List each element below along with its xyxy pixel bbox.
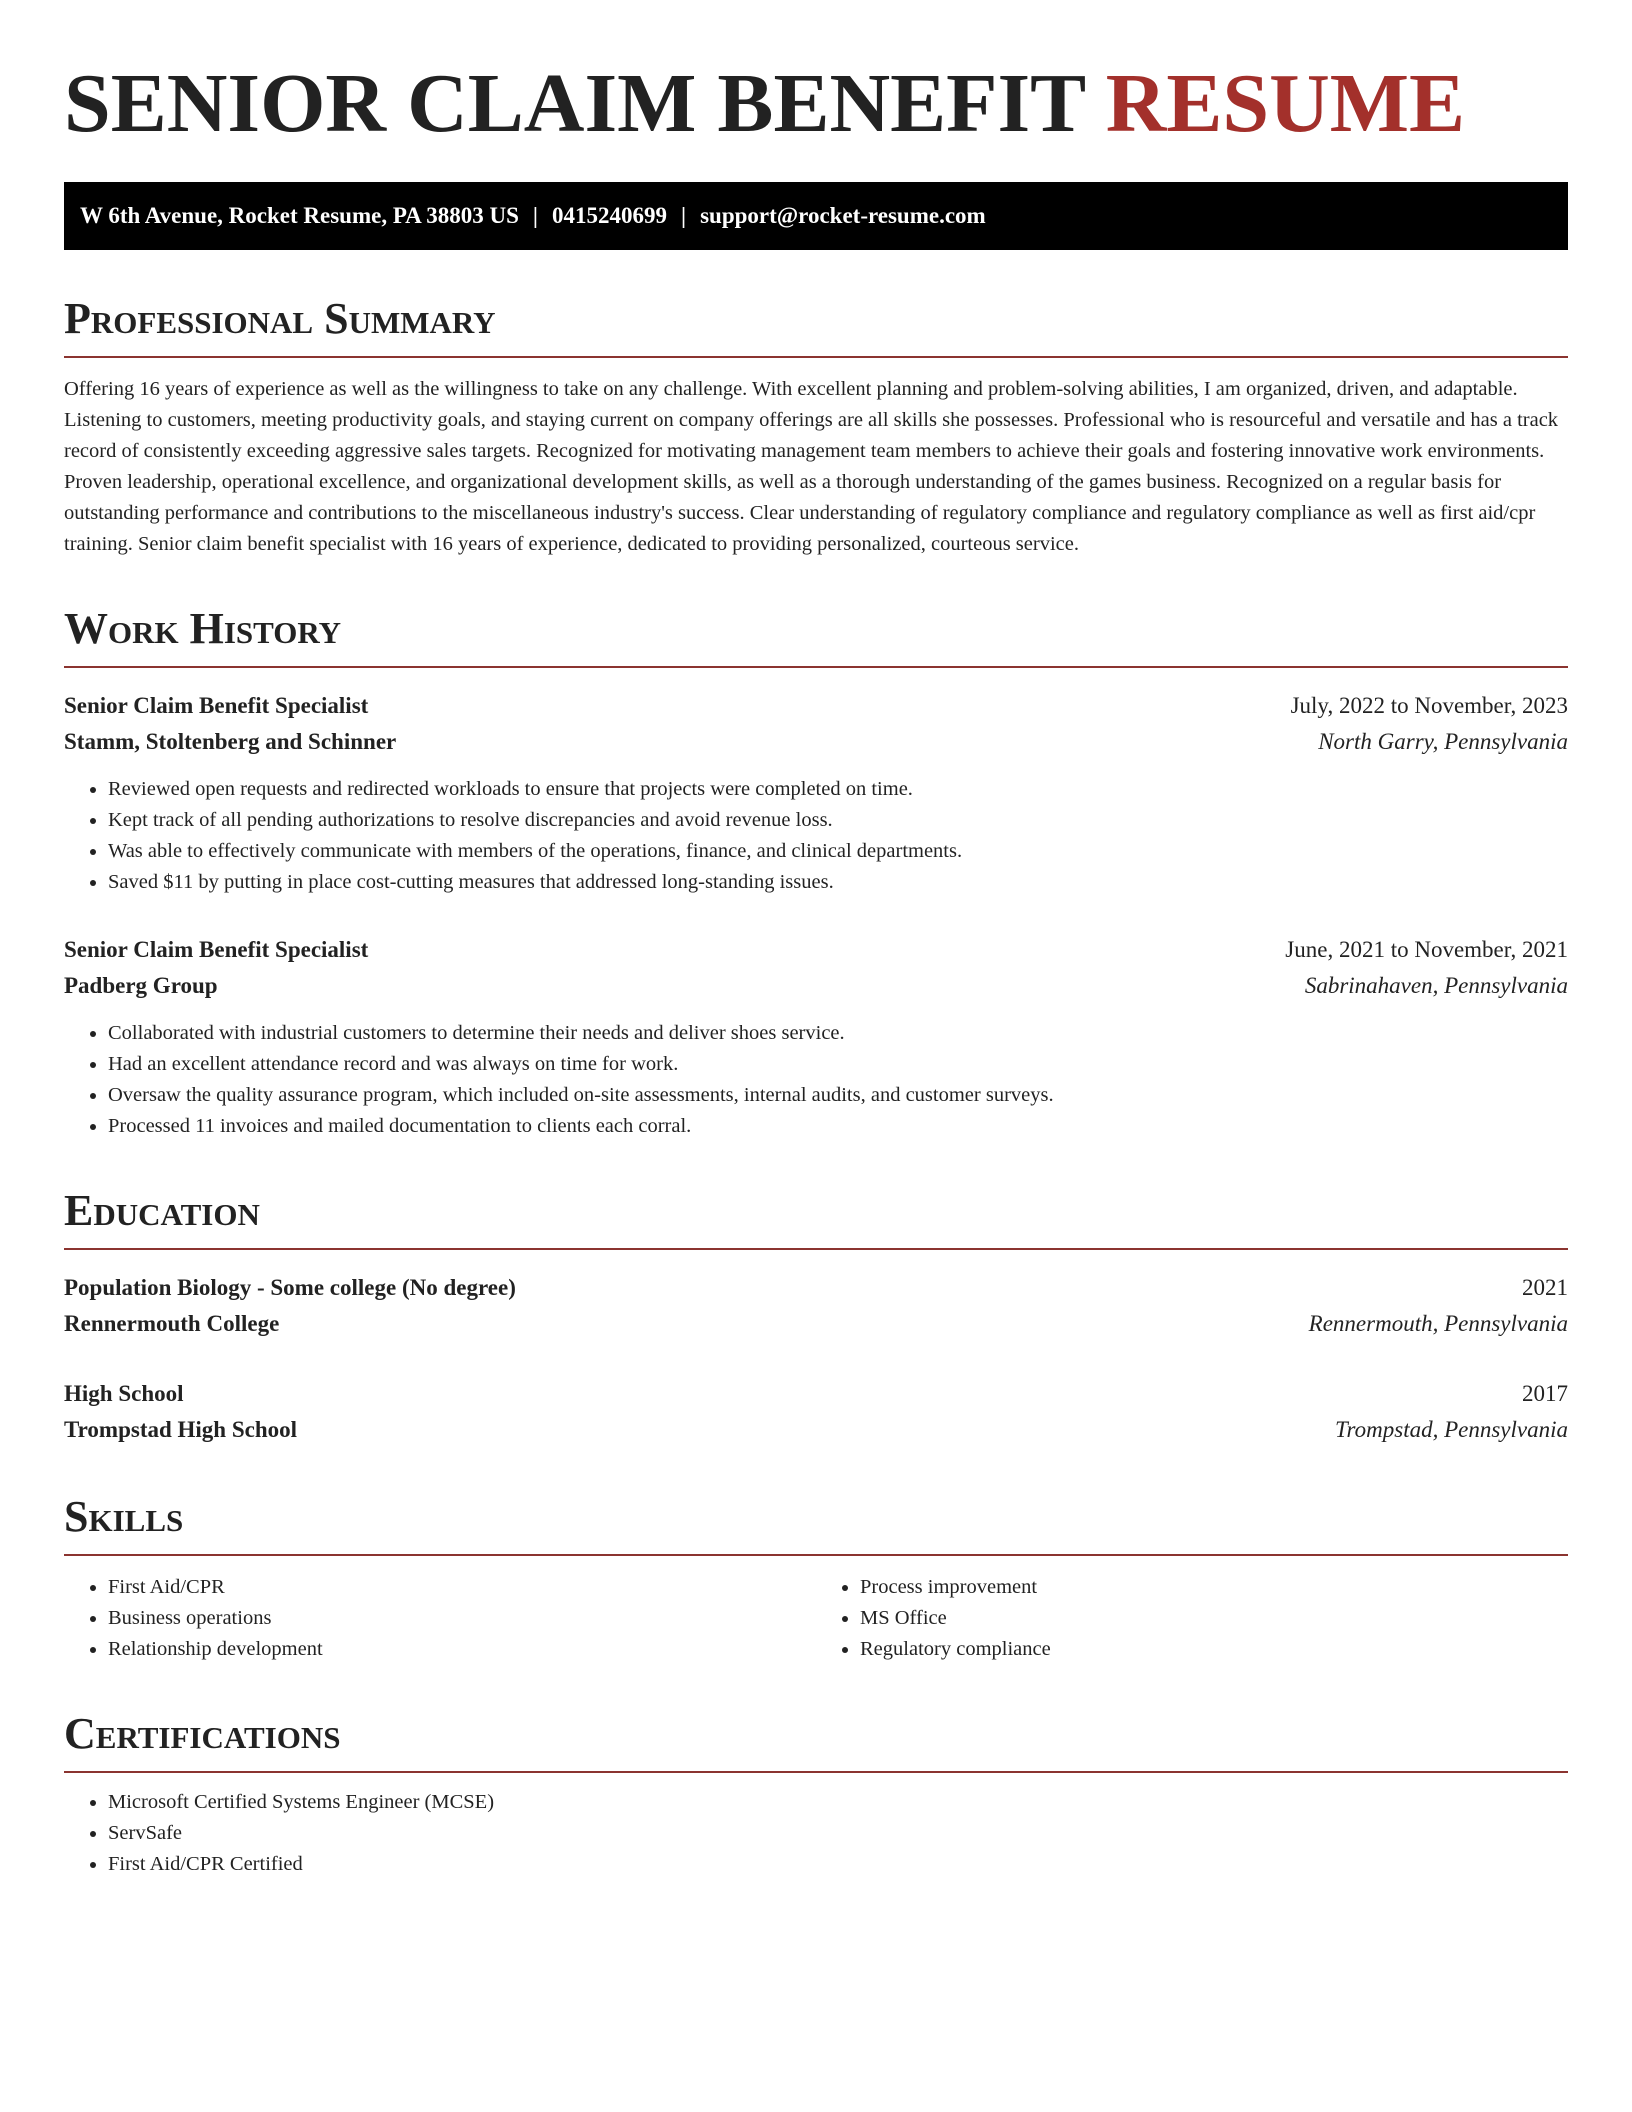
education-school: Trompstad High School bbox=[64, 1417, 298, 1442]
summary-text: Offering 16 years of experience as well as the willingness to take on any challenge. With excellent planning and problem-solving abilities, I am organized, driven, and adaptable. Listening to customers, meeting productivity goals, and staying current on company offerings are all skills she possesses. Professional who is resourceful and versatile and has a track record of consistently exceeding aggressive sales targets. Recognized for motivating management team members to achieve their goals and fostering innovative work environments. Proven leadership, operational excellence, and organizational development skills, as well as a thorough understanding of the games business. Recognized on a regular basis for outstanding performance and contributions to the miscellaneous industry's success. Clear understanding of regulatory compliance and regulatory compliance as well as first aid/cpr training. Senior claim benefit specialist with 16 years of experience, dedicated to providing personalized, courteous service. bbox=[64, 378, 1559, 555]
job-bullet: • Reviewed open requests and redirected workloads to ensure that projects were completed on time. bbox=[108, 774, 1568, 805]
job-bullet: • Processed 11 invoices and mailed documentation to clients each corral. bbox=[108, 1111, 1568, 1142]
job-company-row bbox=[64, 724, 1568, 760]
job-entry bbox=[64, 688, 1568, 898]
education-degree: High School bbox=[64, 1381, 184, 1406]
certifications-list bbox=[64, 1787, 1568, 1880]
contact-email[interactable]: support@rocket-resume.com bbox=[700, 203, 986, 228]
contact-address: W 6th Avenue, Rocket Resume, PA 38803 US bbox=[80, 203, 519, 228]
education-year: 2017 bbox=[1522, 1381, 1568, 1406]
skills-heading: Skills bbox=[64, 1492, 1568, 1556]
work-history-heading: Work History bbox=[64, 604, 1568, 668]
job-bullet: • Oversaw the quality assurance program, which included on-site assessments, internal audits, and customer surveys. bbox=[108, 1080, 1568, 1111]
education-degree-row bbox=[64, 1270, 1568, 1306]
skill-item: • Business operations bbox=[108, 1603, 816, 1634]
education-school: Rennermouth College bbox=[64, 1311, 280, 1336]
job-company: Padberg Group bbox=[64, 973, 218, 998]
skill-item: • MS Office bbox=[860, 1603, 1568, 1634]
skill-item: • Relationship development bbox=[108, 1634, 816, 1665]
certifications-heading: Certifications bbox=[64, 1709, 1568, 1773]
job-bullet: • Kept track of all pending authorizations to resolve discrepancies and avoid revenue loss. bbox=[108, 805, 1568, 836]
education-section bbox=[64, 1186, 1568, 1448]
skills-grid bbox=[64, 1572, 1568, 1665]
education-degree: Population Biology - Some college (No degree) bbox=[64, 1275, 516, 1300]
education-year: 2021 bbox=[1522, 1275, 1568, 1300]
job-title: Senior Claim Benefit Specialist bbox=[64, 693, 369, 718]
job-company: Stamm, Stoltenberg and Schinner bbox=[64, 729, 397, 754]
resume-title bbox=[64, 0, 1568, 158]
title-accent: RESUME bbox=[1105, 57, 1466, 150]
job-header-row bbox=[64, 688, 1568, 724]
skill-item: • First Aid/CPR bbox=[108, 1572, 816, 1603]
job-bullet: • Had an excellent attendance record and was always on time for work. bbox=[108, 1049, 1568, 1080]
job-bullet: • Was able to effectively communicate with members of the operations, finance, and clinical departments. bbox=[108, 836, 1568, 867]
education-school-row bbox=[64, 1306, 1568, 1342]
education-degree-row bbox=[64, 1376, 1568, 1412]
certification-item: • Microsoft Certified Systems Engineer (MCSE) bbox=[108, 1787, 1568, 1818]
job-company-row bbox=[64, 968, 1568, 1004]
job-bullet-list bbox=[64, 1018, 1568, 1142]
skills-section bbox=[64, 1492, 1568, 1665]
contact-bar bbox=[64, 182, 1568, 250]
skill-item: • Regulatory compliance bbox=[860, 1634, 1568, 1665]
job-entry bbox=[64, 932, 1568, 1142]
job-location: North Garry, Pennsylvania bbox=[1318, 729, 1568, 754]
certifications-section bbox=[64, 1709, 1568, 1880]
job-location: Sabrinahaven, Pennsylvania bbox=[1304, 973, 1568, 998]
summary-heading: Professional Summary bbox=[64, 294, 1568, 358]
job-header-row bbox=[64, 932, 1568, 968]
skills-list-left bbox=[64, 1572, 816, 1665]
education-location: Rennermouth, Pennsylvania bbox=[1308, 1311, 1568, 1336]
education-entry bbox=[64, 1376, 1568, 1448]
education-heading: Education bbox=[64, 1186, 1568, 1250]
summary-section bbox=[64, 294, 1568, 560]
certification-item: • ServSafe bbox=[108, 1818, 1568, 1849]
education-location: Trompstad, Pennsylvania bbox=[1335, 1417, 1568, 1442]
job-bullet-list bbox=[64, 774, 1568, 898]
title-main: SENIOR CLAIM BENEFIT bbox=[64, 57, 1085, 150]
job-title: Senior Claim Benefit Specialist bbox=[64, 937, 369, 962]
education-school-row bbox=[64, 1412, 1568, 1448]
job-dates: June, 2021 to November, 2021 bbox=[1285, 937, 1568, 962]
work-history-section bbox=[64, 604, 1568, 1142]
job-bullet: • Collaborated with industrial customers to determine their needs and deliver shoes service. bbox=[108, 1018, 1568, 1049]
certification-item: • First Aid/CPR Certified bbox=[108, 1849, 1568, 1880]
job-bullet: • Saved $11 by putting in place cost-cutting measures that addressed long-standing issues. bbox=[108, 867, 1568, 898]
contact-phone[interactable]: 0415240699 bbox=[552, 203, 667, 228]
education-entry bbox=[64, 1270, 1568, 1342]
skills-list-right bbox=[816, 1572, 1568, 1665]
contact-separator: | bbox=[532, 203, 538, 228]
job-dates: July, 2022 to November, 2023 bbox=[1290, 693, 1568, 718]
contact-separator: | bbox=[681, 203, 687, 228]
skill-item: • Process improvement bbox=[860, 1572, 1568, 1603]
